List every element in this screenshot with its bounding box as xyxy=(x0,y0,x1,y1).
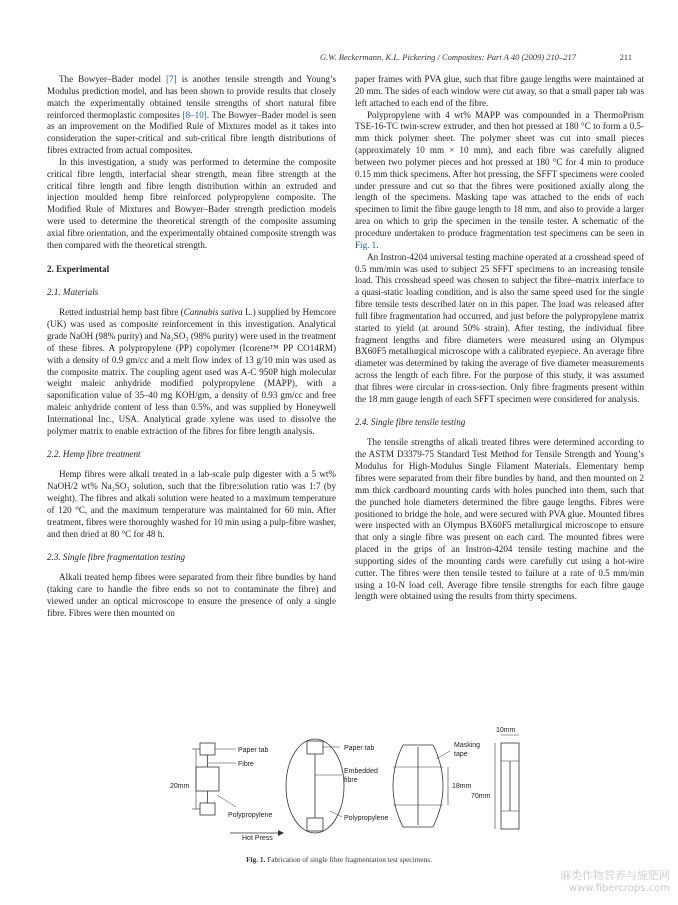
running-header xyxy=(48,52,632,66)
label-masking: Masking xyxy=(454,742,481,749)
subsection-heading-sfft: 2.3. Single fibre fragmentation testing xyxy=(47,551,186,562)
label-polypropylene-2: Polypropylene xyxy=(344,815,389,822)
materials-paragraph: Retted industrial hemp bast fibre (Cannabis sativa L.) supplied by Hemcore (UK) was used as composite reinforcement in this investigation. Analytical grade NaOH (98% purity) and Na₂SO₃ (98% purity) were used in the treatment of these fibres. A polypropylene (PP) copolymer (Icorene™ PP CO14RM) with a density of 0.9 gm/cc and a melt flow index of 13 g/10 min was used as the composite matrix. The coupling agent used was A-C 950P high molecular weight maleic anhydride modified polypropylene (MAPP), with a saponification value of 35–40 mg KOH/gm, a density of 0.93 gm/cc and free maleic anhydride content of less than 0.5%, and was supplied by Honeywell International Inc., USA. Analytical grade xylene was used to dissolve the polymer matrix to enable extraction of the fibres for fibre length analysis. xyxy=(47,307,336,436)
sfft-paragraph-3: An Instron-4204 universal testing machine operated at a crosshead speed of 0.5 mm/min was used to subject 25 SFFT specimens to an increasing tensile load. This crosshead speed was chosen to subject the fibre–matrix interface to a quasi-static loading condition, and is also the same speed used for the single fibre tensile tests described later on in this paper. The load was released after full fibre fragmentation had occurred, and just before the polypropylene matrix started to yield (at around 50% strain). After testing, the individual fibre fragment lengths and fibre diameters were measured using an Olympus BX60F5 metallurgical microscope with a calibrated eyepiece. An average fibre diameter was determined by taking the average of five diameter measurements across the length of each fibre. For the purpose of this study, it was assumed that fibres were circular in cross-section. Only fibre fragments present within the 18 mm gauge length of each SFFT specimen were considered for analysis. xyxy=(355,251,644,404)
sftt-paragraph: The tensile strengths of alkali treated fibres were determined according to the ASTM D3379-75 Standard Test Method for Tensile Strength and Young’s Modulus for High-Modulus Single Filament Materials. Elementary hemp fibres were separated from their fibre bundles by hand, and then mounted on 2 mm thick cardboard mounting cards with holes punched into them, such that the punched hole diameters determined the fibre gauge lengths. Fibres were positioned to bridge the hole, and were secured with PVA glue. Mounted fibres were inspected with an Olympus BX60F5 metallurgical microscope to ensure that only a single fibre was present on each card. The mounted fibres were placed in the grips of an Instron-4204 tensile testing machine and the supporting sides of the mounting cards were carefully cut using a hot-wire cutter. The fibres were then tensile tested to failure at a rate of 0.5 mm/min using a 10-N load cell. Average fibre tensile strengths for each fibre gauge length were obtained using the results from thirty specimens. xyxy=(355,437,644,602)
right-column xyxy=(355,74,644,603)
site-watermark: 麻类作物营养与施肥网 www.fibercrops.com xyxy=(560,869,670,894)
hemp-treatment-paragraph: Hemp fibres were alkali treated in a lab-scale pulp digester with a 5 wt% NaOH/2 wt% Na₂SO₃ solution, such that the fibre:solution ratio was 1:7 (by weight). The fibres and alkali solution were heated to a maximum temperature of 120 °C, and the maximum temperature was maintained for 60 min. After treatment, fibres were thoroughly washed for 10 min using a pulp-fibre washer, and then dried at 80 °C for 48 h. xyxy=(47,469,336,539)
journal-citation: G.W. Beckermann, K.L. Pickering / Composites: Part A 40 (2009) 210–217 xyxy=(319,52,576,62)
subsection-heading-materials: 2.1. Materials xyxy=(47,286,99,297)
subsection-heading-sftt: 2.4. Single fibre tensile testing xyxy=(355,416,466,427)
label-10mm: 10mm xyxy=(496,727,516,734)
label-embedded: Embedded xyxy=(344,768,378,775)
label-masking-tape: tape xyxy=(454,751,468,758)
label-embedded-fibre: fibre xyxy=(344,777,358,784)
paper-tab-top xyxy=(200,743,215,755)
figure-1-caption: Fig. 1. Fabrication of single fibre fragmentation test specimens. xyxy=(246,855,432,864)
label-20mm: 20mm xyxy=(170,783,190,790)
fabrication-diagram xyxy=(160,725,540,850)
label-paper-tab: Paper tab xyxy=(238,747,269,754)
subsection-heading-hemp-treatment: 2.2. Hemp fibre treatment xyxy=(47,448,141,459)
label-paper-tab-2: Paper tab xyxy=(344,745,375,752)
citation-link-8-10[interactable]: [8–10] xyxy=(182,109,207,120)
page-number: 211 xyxy=(619,52,632,62)
polypropylene-piece xyxy=(196,767,219,791)
label-fibre: Fibre xyxy=(238,761,254,768)
intro-paragraph-1: The Bowyer–Bader model [7] is another tensile strength and Young’s Modulus prediction model, and has been shown to provide results that closely match the experimentally obtained tensile strengths of short natural fibre reinforced thermoplastic composites [8–10]. The Bowyer–Bader model is seen as an improvement on the Modified Rule of Mixtures model as it takes into consideration the super-critical and sub-critical fibre length distributions of fibres extracted from actual composites. xyxy=(47,74,336,156)
figure-1-schematic xyxy=(160,725,540,850)
left-column xyxy=(47,74,336,620)
label-hot-press: Hot Press xyxy=(242,835,273,842)
paper-tab-bottom xyxy=(200,803,215,815)
label-70mm: 70mm xyxy=(471,793,491,800)
sfft-paragraph-2: Polypropylene with 4 wt% MAPP was compounded in a ThermoPrism TSE-16-TC twin-screw extruder, and then hot pressed at 180 °C to form a 0.5-mm thick polymer sheet. The polymer sheet was cut into small pieces (approximately 10 mm × 10 mm), and each fibre was carefully aligned between two polymer pieces and hot pressed at 180 °C for 4 min to produce 0.15 mm thick specimens. After hot pressing, the SFFT specimens were cooled under pressure and cut so that the fibres were positioned axially along the length of the specimens. Masking tape was attached to the ends of each specimen to limit the fibre gauge length to 18 mm, and also to provide a larger area on which to grip the specimen in the tensile tester. A schematic of the procedure undertaken to produce fragmentation test specimens can be seen in Fig. 1. xyxy=(355,109,644,250)
section-heading-experimental: 2. Experimental xyxy=(47,263,110,274)
label-polypropylene: Polypropylene xyxy=(228,812,273,819)
paper-tab-bottom-2 xyxy=(307,818,323,831)
paper-tab-top-2 xyxy=(307,741,323,754)
figure-link-fig1[interactable]: Fig. 1 xyxy=(355,239,377,250)
citation-link-7[interactable]: [7] xyxy=(166,74,177,84)
label-18mm: 18mm xyxy=(452,783,472,790)
intro-paragraph-2: In this investigation, a study was performed to determine the composite critical fibre length, interfacial shear strength, mean fibre strength at the critical fibre length and fibre length distribution within an extruded and injection moulded hemp fibre reinforced polypropylene composite. The Modified Rule of Mixtures and Bowyer–Bader strength prediction models were used to determine the theoretical strength of the composite assuming axial fibre orientation, and the experimentally obtained composite strength was then compared with the theoretical strength. xyxy=(47,156,336,250)
sfft-paragraph-1-continued: paper frames with PVA glue, such that fibre gauge lengths were maintained at 20 mm. The sides of each window were cut away, so that a small paper tab was left attached to each end of the fibre. xyxy=(355,74,644,108)
sfft-paragraph-1: Alkali treated hemp fibres were separated from their fibre bundles by hand (taking care to handle the fibre ends so not to contaminate the fibre) and viewed under an optical microscope to ensure the presence of only a single fibre. Fibres were then mounted on xyxy=(47,572,336,618)
